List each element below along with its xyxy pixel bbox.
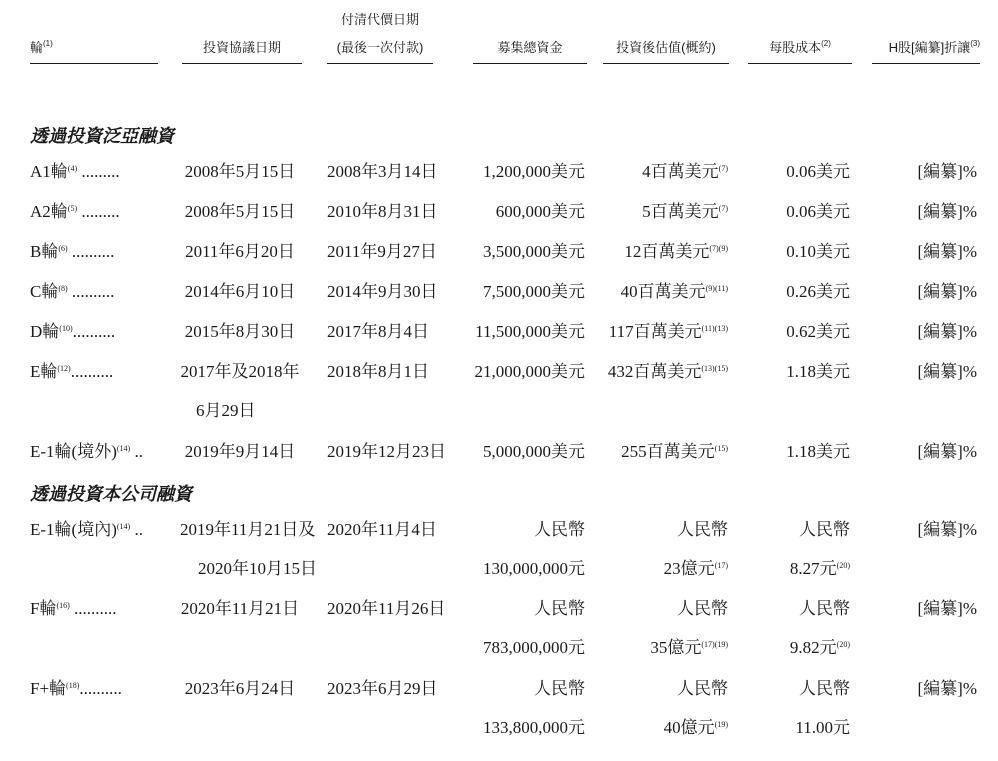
round-name: B輪 (30, 242, 59, 261)
payment-date: 2023年6月29日 (327, 679, 438, 698)
h-share-discount: [編纂]% (917, 202, 977, 221)
round-name: E-1輪(境外) (30, 442, 117, 461)
agreement-date: 2015年8月30日 (184, 322, 296, 341)
row-round-label (30, 241, 114, 263)
agreement-date: 2019年11月21日及 (180, 520, 316, 539)
total-raised: 人民幣 (534, 599, 585, 618)
valuation-text: 人民幣 (677, 520, 728, 539)
round-footnote: (18) (66, 681, 80, 690)
h-share-discount: [編纂]% (917, 679, 977, 698)
cost-footnote: (20) (836, 561, 850, 570)
cost-per-share (745, 598, 850, 620)
post-valuation (600, 598, 728, 620)
header-underline (327, 63, 433, 64)
agreement-date: 2014年6月10日 (184, 282, 296, 301)
post-valuation (600, 201, 728, 223)
header-post-valuation: 投資後估值(概約) (616, 40, 716, 55)
row-round-label (30, 678, 122, 700)
cost-per-share (745, 519, 850, 541)
valuation-footnote: (7) (718, 204, 728, 213)
header-round: 輪$^{(1)}$ (30, 39, 53, 55)
leader-dots: ......... (77, 202, 120, 221)
valuation-footnote: (7)(9) (709, 244, 728, 253)
payment-date: 2020年11月4日 (327, 520, 437, 539)
payment-date: 2017年8月4日 (327, 322, 429, 341)
total-raised: 1,200,000美元 (483, 162, 585, 181)
cost-per-share (745, 321, 850, 343)
total-raised: 600,000美元 (495, 202, 585, 221)
h-share-discount: [編纂]% (917, 362, 977, 381)
header-underline (603, 63, 729, 64)
leader-dots: .......... (67, 242, 115, 261)
valuation-footnote: (7) (718, 164, 728, 173)
section-title: 透過投資本公司融資 (30, 484, 192, 504)
h-share-discount: [編纂]% (917, 442, 977, 461)
cost-text: 人民幣 (799, 679, 850, 698)
payment-date: 2008年3月14日 (327, 162, 438, 181)
round-name: A1輪 (30, 162, 68, 181)
cost-text: 0.10美元 (786, 242, 850, 261)
valuation-text: 255百萬美元 (621, 442, 715, 461)
row-round-label (30, 361, 113, 383)
agreement-date: 6月29日 (196, 401, 256, 420)
valuation-text: 4百萬美元 (642, 162, 719, 181)
post-valuation (600, 241, 728, 263)
post-valuation (600, 361, 728, 383)
post-valuation (600, 441, 728, 463)
header-cost-per-share: 每股成本$^{(2)}$ (769, 39, 831, 55)
header-underline (748, 63, 852, 64)
header-payment-date-line1: 付清代價日期 (340, 12, 419, 27)
total-raised: 7,500,000美元 (483, 282, 585, 301)
cost-text: 1.18美元 (786, 442, 850, 461)
cost-text: 8.27元 (789, 559, 837, 578)
agreement-date: 2020年11月21日 (180, 599, 300, 618)
total-raised: 21,000,000美元 (474, 362, 585, 381)
cost-text: 0.26美元 (786, 282, 850, 301)
row-round-label (30, 321, 115, 343)
round-name: D輪 (30, 322, 60, 341)
leader-dots: .. (130, 520, 143, 539)
round-name: F+輪 (30, 679, 67, 698)
valuation-text: 5百萬美元 (642, 202, 719, 221)
total-raised: 人民幣 (534, 520, 585, 539)
row-round-label (30, 519, 143, 541)
valuation-footnote: (17) (714, 561, 728, 570)
row-round-label (30, 598, 117, 620)
valuation-footnote: (19) (714, 720, 728, 729)
header-h-discount: H股[編纂]折讓$^{(3)}$ (888, 39, 980, 55)
cost-text: 1.18美元 (786, 362, 850, 381)
payment-date: 2019年12月23日 (327, 442, 446, 461)
agreement-date: 2008年5月15日 (184, 162, 296, 181)
payment-date: 2010年8月31日 (327, 202, 438, 221)
leader-dots: .......... (67, 282, 115, 301)
agreement-date: 2008年5月15日 (184, 202, 296, 221)
cost-text: 9.82元 (789, 638, 837, 657)
cost-footnote: (20) (836, 640, 850, 649)
leader-dots: .......... (79, 679, 122, 698)
total-raised: 人民幣 (534, 679, 585, 698)
post-valuation (600, 678, 728, 700)
leader-dots: .. (130, 442, 143, 461)
cost-text: 0.62美元 (786, 322, 850, 341)
post-valuation (600, 637, 728, 659)
cost-per-share (745, 558, 850, 580)
valuation-text: 432百萬美元 (607, 362, 702, 381)
agreement-date: 2020年10月15日 (198, 559, 317, 578)
header-payment-date-line2: (最後一次付款) (336, 40, 424, 55)
cost-per-share (745, 281, 850, 303)
total-raised: 3,500,000美元 (483, 242, 585, 261)
payment-date: 2020年11月26日 (327, 599, 446, 618)
h-share-discount: [編纂]% (917, 162, 977, 181)
post-valuation (600, 558, 728, 580)
cost-per-share (745, 241, 850, 263)
valuation-footnote: (13)(15) (701, 364, 728, 373)
valuation-text: 40百萬美元 (620, 282, 706, 301)
leader-dots: ......... (77, 162, 120, 181)
round-name: F輪 (30, 599, 57, 618)
h-share-discount: [編纂]% (917, 322, 977, 341)
cost-per-share (745, 361, 850, 383)
header-total-raised: 募集總資金 (497, 40, 563, 55)
round-footnote: (4) (67, 164, 78, 173)
round-name: E輪 (30, 362, 58, 381)
header-underline (872, 63, 980, 64)
header-underline (30, 63, 158, 64)
cost-text: 0.06美元 (786, 202, 850, 221)
post-valuation (600, 717, 728, 739)
row-round-label (30, 161, 120, 183)
post-valuation (600, 281, 728, 303)
round-footnote: (16) (56, 601, 70, 610)
header-agreement-date: 投資協議日期 (202, 40, 281, 55)
leader-dots: .......... (72, 322, 116, 341)
cost-per-share (745, 161, 850, 183)
header-underline (182, 63, 302, 64)
round-name: E-1輪(境內) (30, 520, 117, 539)
round-footnote: (10) (59, 324, 73, 333)
row-round-label (30, 201, 120, 223)
header-underline (473, 63, 587, 64)
round-name: C輪 (30, 282, 59, 301)
cost-per-share (745, 717, 850, 739)
valuation-footnote: (15) (714, 444, 728, 453)
valuation-footnote: (17)(19) (701, 640, 728, 649)
row-round-label (30, 281, 114, 303)
valuation-text: 35億元 (650, 638, 702, 657)
payment-date: 2014年9月30日 (327, 282, 438, 301)
round-footnote: (6) (58, 244, 68, 253)
valuation-footnote: (9)(11) (705, 284, 728, 293)
valuation-text: 23億元 (663, 559, 715, 578)
valuation-footnote: (11)(13) (701, 324, 728, 333)
valuation-text: 12百萬美元 (624, 242, 710, 261)
cost-text: 0.06美元 (786, 162, 850, 181)
h-share-discount: [編纂]% (917, 599, 977, 618)
payment-date: 2011年9月27日 (327, 242, 437, 261)
round-footnote: (5) (67, 204, 78, 213)
valuation-text: 40億元 (663, 718, 715, 737)
leader-dots: .......... (70, 362, 114, 381)
post-valuation (600, 519, 728, 541)
h-share-discount: [編纂]% (917, 282, 977, 301)
cost-text: 人民幣 (799, 599, 850, 618)
cost-per-share (745, 201, 850, 223)
cost-text: 人民幣 (799, 520, 850, 539)
total-raised: 130,000,000元 (483, 559, 585, 578)
total-raised: 5,000,000美元 (483, 442, 585, 461)
total-raised: 133,800,000元 (483, 718, 585, 737)
valuation-text: 117百萬美元 (608, 322, 702, 341)
payment-date: 2018年8月1日 (327, 362, 429, 381)
round-name: A2輪 (30, 202, 68, 221)
leader-dots: .......... (69, 599, 117, 618)
section-title: 透過投資泛亞融資 (30, 126, 174, 146)
h-share-discount: [編纂]% (917, 242, 977, 261)
agreement-date: 2019年9月14日 (184, 442, 296, 461)
agreement-date: 2023年6月24日 (184, 679, 296, 698)
cost-per-share (745, 678, 850, 700)
valuation-text: 人民幣 (677, 679, 728, 698)
total-raised: 783,000,000元 (483, 638, 585, 657)
cost-per-share (745, 637, 850, 659)
cost-per-share (745, 441, 850, 463)
row-round-label (30, 441, 143, 463)
agreement-date: 2017年及2018年 (180, 362, 300, 381)
valuation-text: 人民幣 (677, 599, 728, 618)
h-share-discount: [編纂]% (917, 520, 977, 539)
cost-text: 11.00元 (795, 718, 850, 737)
round-footnote: (8) (58, 284, 68, 293)
round-footnote: (12) (57, 364, 71, 373)
round-footnote: (14) (116, 522, 131, 531)
post-valuation (600, 161, 728, 183)
round-footnote: (14) (116, 444, 131, 453)
agreement-date: 2011年6月20日 (185, 242, 295, 261)
total-raised: 11,500,000美元 (475, 322, 585, 341)
post-valuation (600, 321, 728, 343)
